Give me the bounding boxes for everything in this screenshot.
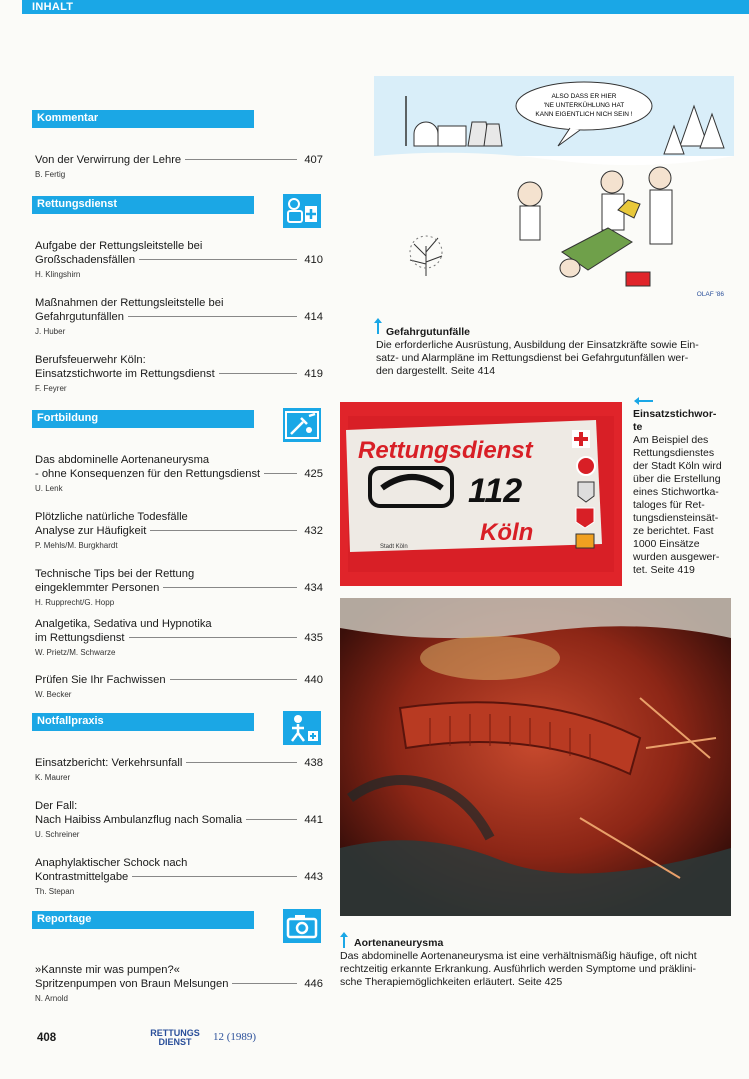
entry-page: 435 [304,632,323,644]
entry-author: Th. Stepan [35,887,75,896]
entry-title: Einsatzbericht: Verkehrsunfall [35,757,183,769]
entry-author: P. Mehls/M. Burgkhardt [35,541,118,550]
caption-einsatz [633,408,743,577]
caption-aorta [340,937,740,989]
toc-entry[interactable] [35,296,323,337]
sign-number: 112 [468,472,523,510]
speech-line: 'NE UNTERKÜHLUNG HAT [543,102,625,109]
entry-title: Einsatzstichworte im Rettungsdienst [35,368,215,380]
rettungsdienst-sign-photo [340,402,622,586]
caption-line: satz- und Alarmpläne im Rettungsdienst bei Gefahrgutunfällen wer- [376,352,689,364]
header-bar [22,0,749,14]
cartoon-illustration [374,76,734,302]
section-fortbildung [32,410,254,428]
caption-head: Gefahrgutunfälle [386,326,471,338]
entry-title: Analyse zur Häufigkeit [35,525,147,537]
speech-line: ALSO DASS ER HIER [551,93,617,100]
caption-line: tungsdiensteinsät- [633,512,719,524]
entry-page: 434 [304,582,323,594]
entry-title: Prüfen Sie Ihr Fachwissen [35,674,166,686]
entry-page: 414 [304,311,323,323]
entry-author: H. Klingshirn [35,270,81,279]
sign-city: Köln [480,519,534,546]
entry-title: Spritzenpumpen von Braun Melsungen [35,978,229,990]
caption-line: ze berichtet. Fast [633,525,714,537]
entry-title: Anaphylaktischer Schock nach [35,857,188,869]
emergency-icon [283,711,321,745]
entry-title: Analgetika, Sedativa und Hypnotika [35,618,212,630]
caption-line: Die erforderliche Ausrüstung, Ausbildung der Einsatzkräfte sowie Ein- [376,339,699,351]
entry-page: 440 [304,674,323,686]
caption-head: te [633,421,643,433]
caption-line: Das abdominelle Aortenaneurysma ist eine verhältnismäßig häufige, oft nicht [340,950,697,962]
section-reportage [32,911,254,929]
camera-icon [283,909,321,943]
entry-author: F. Feyrer [35,384,67,393]
toc-entry[interactable] [35,617,323,658]
toc-entry[interactable] [35,799,323,840]
surgery-photo [340,598,731,916]
caption-arrow-icon [639,400,653,402]
lectern-icon [283,408,321,442]
caption-line: taloges für Ret- [633,499,705,511]
entry-title: Nach Haibiss Ambulanzflug nach Somalia [35,814,243,826]
entry-title: Kontrastmittelgabe [35,871,129,883]
entry-title: Plötzliche natürliche Todesfälle [35,511,188,523]
paramedic-icon [283,194,321,228]
toc-entry[interactable] [35,856,323,897]
entry-author: J. Huber [35,327,66,336]
entry-author: B. Fertig [35,170,66,179]
section-label: Fortbildung [37,412,99,424]
entry-page: 432 [304,525,323,537]
entry-author: K. Maurer [35,773,71,782]
page-number: 408 [37,1032,57,1044]
entry-title: Aufgabe der Rettungsleitstelle bei [35,240,203,252]
speech-line: KANN EIGENTLICH NICH SEIN ! [535,111,633,118]
entry-page: 443 [304,871,323,883]
toc-entry[interactable] [35,567,323,608]
section-rettungsdienst [32,196,254,214]
section-notfallpraxis [32,713,254,731]
caption-line: sche Therapiemöglichkeiten erläutert. Seite 425 [340,976,563,988]
magazine-logo [147,1027,203,1047]
caption-head: Einsatzstichwor- [633,408,717,420]
entry-author: W. Prietz/M. Schwarze [35,648,116,657]
entry-title: - ohne Konsequenzen für den Rettungsdienst [35,468,261,480]
header-label: INHALT [32,1,74,13]
entry-page: 441 [304,814,323,826]
entry-title: »Kannste mir was pumpen?« [35,964,180,976]
caption-gefahrgut [376,326,738,378]
sign-title: Rettungsdienst [358,437,533,464]
entry-title: Maßnahmen der Rettungsleitstelle bei [35,297,224,309]
caption-head: Aortenaneurysma [354,937,444,949]
toc-entry[interactable] [35,239,323,280]
section-label: Kommentar [37,112,99,124]
caption-line: den dargestellt. Seite 414 [376,365,496,377]
toc-entry[interactable] [35,153,323,180]
toc-entry[interactable] [35,756,323,783]
sign-small-text: Stadt Köln [380,544,408,550]
entry-page: 425 [304,468,323,480]
cartoon-signature: OLAF '86 [696,291,724,298]
entry-title: eingeklemmter Personen [35,582,160,594]
entry-page: 419 [304,368,323,380]
section-kommentar [32,110,254,128]
entry-title: Von der Verwirrung der Lehre [35,154,182,166]
toc-entry[interactable] [35,453,323,494]
caption-line: tet. Seite 419 [633,564,695,576]
entry-title: Berufsfeuerwehr Köln: [35,354,146,366]
entry-author: W. Becker [35,690,72,699]
entry-title: Technische Tips bei der Rettung [35,568,195,580]
entry-author: N. Arnold [35,994,68,1003]
toc-entry[interactable] [35,510,323,551]
entry-title: im Rettungsdienst [35,632,125,644]
entry-title: Das abdominelle Aortenaneurysma [35,454,210,466]
entry-title: Gefahrgutunfällen [35,311,124,323]
toc-entry[interactable] [35,963,323,1004]
entry-title: Der Fall: [35,800,78,812]
caption-line: rechtzeitig erkannte Erkrankung. Ausführlich werden Symptome und präklini- [340,963,697,975]
entry-author: U. Lenk [35,484,63,493]
caption-line: Am Beispiel des [633,434,709,446]
entry-page: 407 [304,154,323,166]
toc-entry[interactable] [35,673,323,700]
caption-line: eines Stichwortka- [633,486,719,498]
caption-line: wurden ausgewer- [633,551,720,563]
entry-page: 410 [304,254,323,266]
section-label: Notfallpraxis [37,715,104,727]
caption-line: der Stadt Köln wird [633,460,722,472]
toc-entry[interactable] [35,353,323,394]
svg-text:DIENST: DIENST [158,1037,192,1047]
issue-label: 12 (1989) [213,1031,257,1043]
caption-line: 1000 Einsätze [633,538,700,550]
entry-title: Großschadensfällen [35,254,136,266]
caption-line: Rettungsdienstes [633,447,715,459]
entry-author: U. Schreiner [35,830,80,839]
section-label: Reportage [37,913,92,925]
entry-author: H. Rupprecht/G. Hopp [35,598,115,607]
section-label: Rettungsdienst [37,198,118,210]
svg-text:RETTUNGS: RETTUNGS [150,1028,200,1038]
entry-page: 446 [304,978,323,990]
entry-page: 438 [304,757,323,769]
caption-line: über die Erstellung [633,473,721,485]
